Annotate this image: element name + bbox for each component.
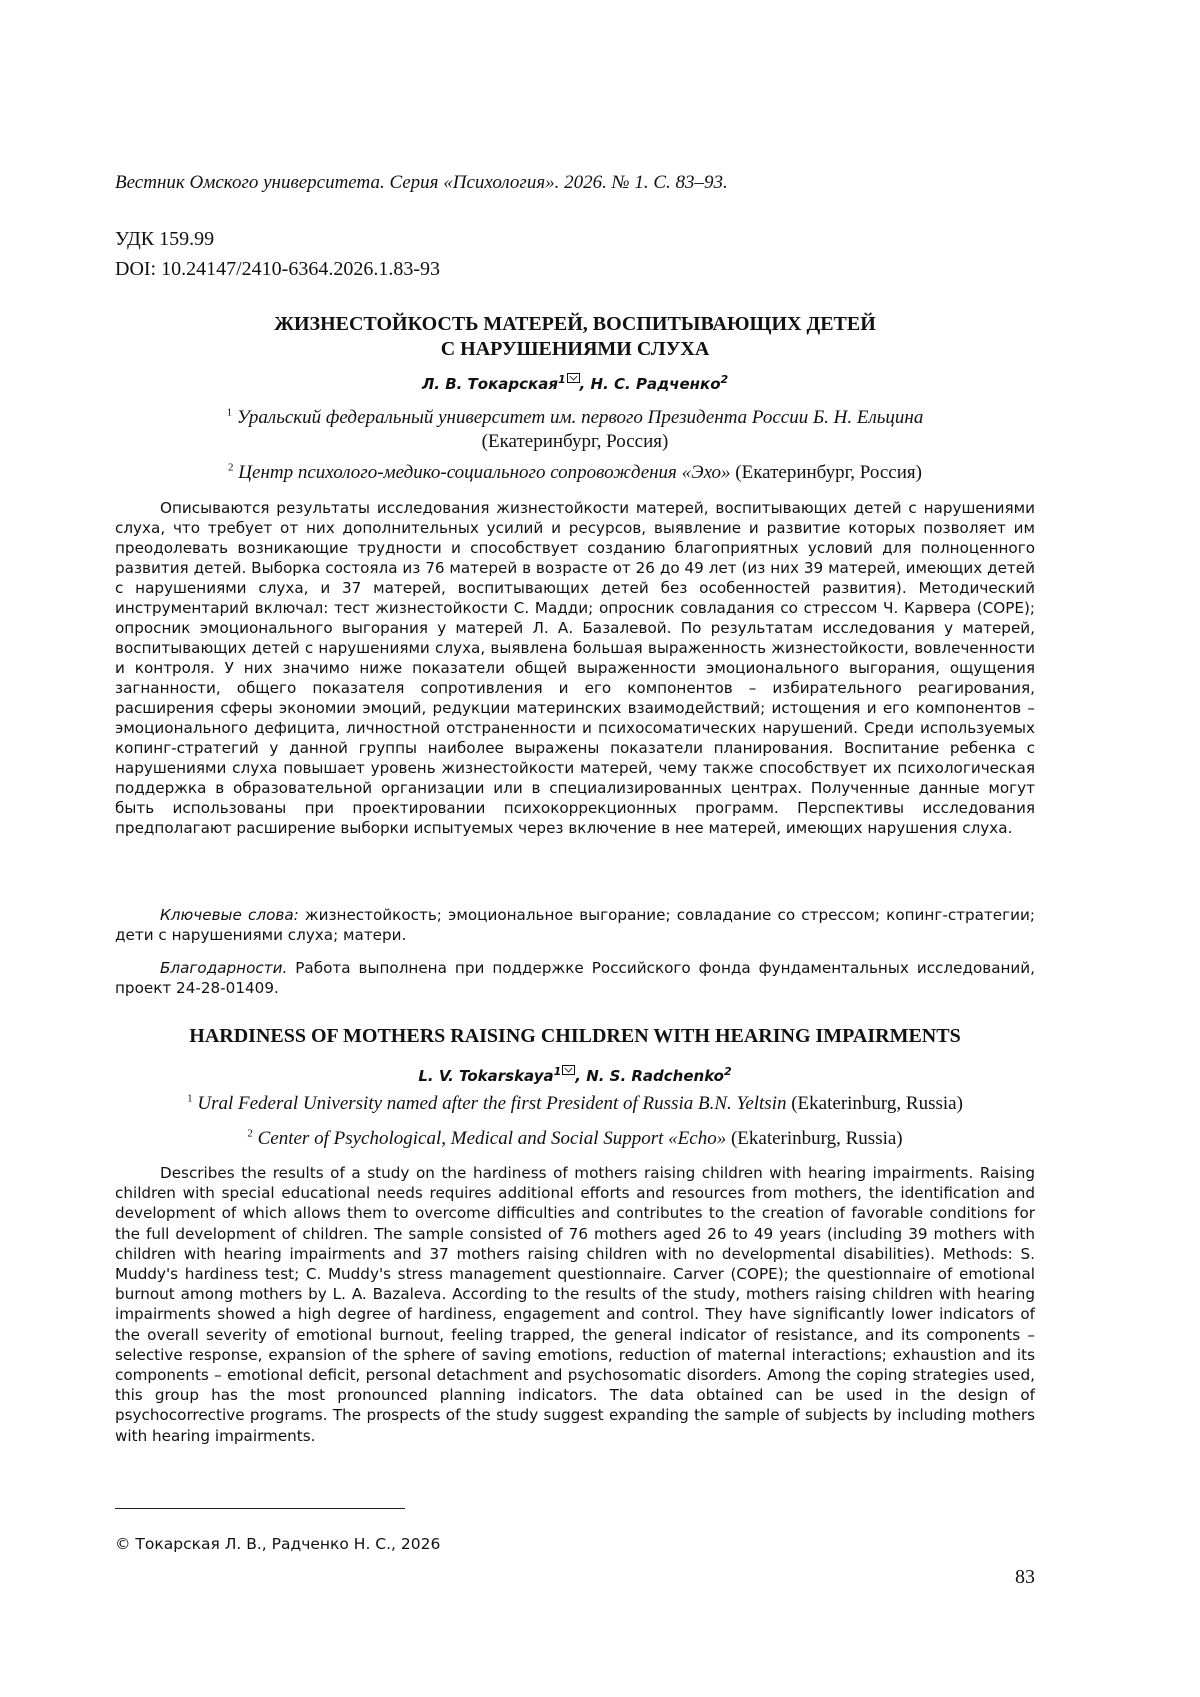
aff2-name: Центр психолого-медико-социального сопровождения «Эхо»	[238, 462, 731, 483]
title-ru	[115, 312, 1035, 362]
authors-ru	[115, 373, 1035, 393]
journal-citation: Вестник Омского университета. Серия «Психология». 2026. № 1. С. 83–93.	[115, 172, 728, 193]
aff2-city-en: (Ekaterinburg, Russia)	[726, 1128, 903, 1149]
affiliation-2-ru	[115, 462, 1035, 484]
acknowledgements-ru	[115, 958, 1035, 998]
aff1-sup-en: 1	[187, 1092, 193, 1105]
aff2-sup-en: 2	[247, 1127, 253, 1140]
mail-icon	[567, 373, 580, 383]
author1-name: Л. В. Токарская	[421, 375, 558, 393]
author-separator-en: ,	[575, 1067, 587, 1085]
ack-text: Работа выполнена при поддержке Российского фонда фундаментальных исследований, проект 24-28-01409.	[115, 959, 1035, 997]
authors-en	[115, 1065, 1035, 1085]
affiliation-1-en	[115, 1093, 1035, 1115]
aff1-city: (Екатеринбург, Россия)	[481, 431, 669, 452]
aff1-name-en: Ural Federal University named after the first President of Russia B.N. Yeltsin	[197, 1093, 787, 1114]
title-en: HARDINESS OF MOTHERS RAISING CHILDREN WITH HEARING IMPAIRMENTS	[189, 1025, 961, 1047]
affiliation-1-ru	[115, 406, 1035, 454]
aff2-sup: 2	[228, 461, 234, 474]
footnote-divider	[115, 1508, 405, 1509]
author-separator: ,	[579, 375, 591, 393]
aff1-name: Уральский федеральный университет им. первого Президента России Б. Н. Ельцина	[236, 407, 924, 428]
aff1-city-en: (Ekaterinburg, Russia)	[786, 1093, 963, 1114]
author1-sup-en: 1	[553, 1065, 562, 1078]
page-number: 83	[1015, 1566, 1035, 1588]
affiliation-2-en	[115, 1128, 1035, 1150]
udk-code: УДК 159.99	[115, 228, 215, 250]
author2-name: Н. С. Радченко	[590, 375, 721, 393]
aff1-sup: 1	[226, 406, 233, 419]
author1-sup: 1	[557, 373, 566, 386]
aff2-city: (Екатеринбург, Россия)	[730, 462, 922, 483]
author2-sup-en: 2	[723, 1065, 732, 1078]
ack-label: Благодарности.	[160, 959, 288, 977]
abstract-ru: Описываются результаты исследования жизнестойкости матерей, воспитывающих детей с нарушениями слуха, что требует от них дополнительных усилий и ресурсов, выявление и развитие которых позволяет им преодолевать возникающие трудности и способствует созданию благоприятных условий для полноценного развития детей. Выборка состояла из 76 матерей в возрасте от 26 до 49 лет (из них 39 матерей, имеющих детей с нарушениями слуха, и 37 матерей, воспитывающих детей без особенностей развития). Методический инструментарий включал: тест жизнестойкости С. Мадди; опросник совладания со стрессом Ч. Карвера (COPE); опросник эмоционального выгорания у матерей Л. А. Базалевой. По результатам исследования у матерей, воспитывающих детей с нарушениями слуха, выявлена большая выраженность жизнестойкости, вовлеченности и контроля. У них значимо ниже показатели общей выраженности эмоционального выгорания, ощущения загнанности, общего показателя сопротивления и его компонентов – избирательного реагирования, расширения сферы экономии эмоций, редукции материнских взаимодействий; истощения и его компонентов – эмоционального дефицита, личностной отстраненности и психосоматических нарушений. Среди используемых копинг-стратегий у данной группы наиболее выражены показатели планирования. Воспитание ребенка с нарушениями слуха повышает уровень жизнестойкости матерей, чему также способствует их психологическая поддержка в образовательной организации или в специализированных центрах. Полученные данные могут быть использованы при проектировании психокоррекционных программ. Перспективы исследования предполагают расширение выборки испытуемых через включение в нее матерей, имеющих нарушения слуха.	[115, 499, 1035, 837]
doi-code: DOI: 10.24147/2410-6364.2026.1.83-93	[115, 258, 440, 280]
abstract-en: Describes the results of a study on the hardiness of mothers raising children with hearing impairments. Raising children with special educational needs requires additional efforts and resources from mothers, the identification and development of which allows them to overcome difficulties and contributes to the creation of favorable conditions for the full development of children. The sample consisted of 76 mothers aged 26 to 49 years (including 39 mothers with children with hearing impairments and 37 mothers raising children with no developmental disabilities). Methods: S. Muddy's hardiness test; C. Muddy's stress management questionnaire. Carver (COPE); the questionnaire of emotional burnout among mothers by L. A. Bazaleva. According to the results of the study, mothers raising children with hearing impairments showed a high degree of hardiness, engagement and control. They have significantly lower indicators of the overall severity of emotional burnout, feeling trapped, the general indicator of resistance, and its components – selective response, expansion of the sphere of saving emotions, reduction of maternal interactions; exhaustion and its components – emotional deficit, personal detachment and psychosomatic disorders. Among the coping strategies used, this group has the most pronounced planning indicators. The data obtained can be used in the design of psychocorrective programs. The prospects of the study suggest expanding the sample of subjects by including mothers with hearing impairments.	[115, 1164, 1035, 1445]
title-ru-line2: С НАРУШЕНИЯМИ СЛУХА	[440, 338, 710, 360]
author2-name-en: N. S. Radchenko	[586, 1067, 724, 1085]
author2-sup: 2	[720, 373, 729, 386]
mail-icon	[562, 1065, 575, 1075]
copyright-note: © Токарская Л. В., Радченко Н. С., 2026	[115, 1535, 441, 1553]
keywords-text: жизнестойкость; эмоциональное выгорание; совладание со стрессом; копинг-стратегии; дети с нарушениями слуха; матери.	[115, 906, 1035, 944]
keywords-ru	[115, 905, 1035, 945]
author1-name-en: L. V. Tokarskaya	[418, 1067, 554, 1085]
title-ru-line1: ЖИЗНЕСТОЙКОСТЬ МАТЕРЕЙ, ВОСПИТЫВАЮЩИХ ДЕТЕЙ	[274, 313, 876, 335]
aff2-name-en: Center of Psychological, Medical and Social Support «Echo»	[257, 1128, 727, 1149]
keywords-label: Ключевые слова:	[160, 906, 299, 924]
